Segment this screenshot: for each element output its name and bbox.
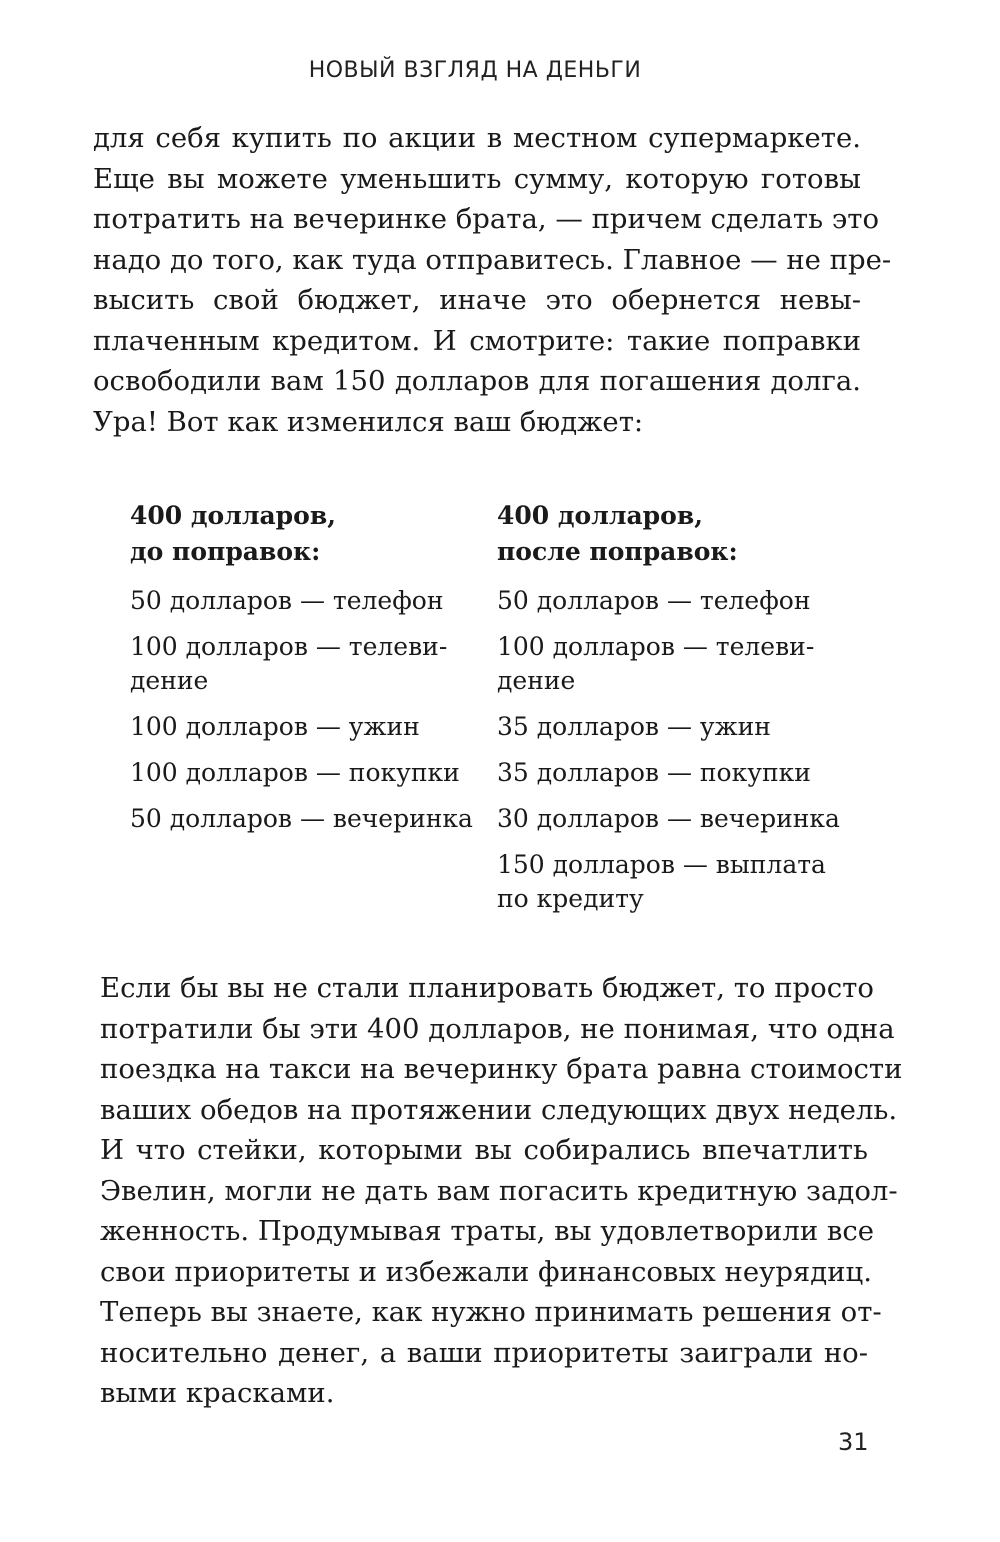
budget-item-text: 50 долларов — вечеринка: [130, 804, 473, 833]
budget-after-heading: [497, 498, 847, 570]
running-head: НОВЫЙ ВЗГЛЯД НА ДЕНЬГИ: [308, 58, 642, 83]
text-line: Если бы вы не стали планировать бюджет, то просто: [100, 972, 874, 1004]
budget-item-text: 150 долларов — выплата: [497, 850, 826, 879]
budget-after-column: [497, 498, 847, 928]
heading-line: 400 долларов,: [497, 501, 703, 530]
budget-item-text: по кредиту: [497, 884, 644, 913]
budget-item: [130, 756, 480, 790]
budget-item: [497, 756, 847, 790]
budget-item: [130, 584, 480, 618]
heading-line: после поправок:: [497, 537, 738, 566]
budget-item: [497, 848, 847, 916]
text-line: плаченным кредитом. И смотрите: такие поправки: [93, 324, 861, 357]
text-line: надо до того, как туда отправитесь. Главное — не пре-: [93, 243, 892, 276]
text-line: для себя купить по акции в местном супермаркете.: [93, 122, 861, 154]
budget-item-text: 30 долларов — вечеринка: [497, 804, 840, 833]
text-line: освободили вам 150 долларов для погашения долга.: [93, 365, 861, 397]
text-line: носительно денег, а ваши приоритеты заиграли но-: [100, 1336, 868, 1369]
budget-item: [497, 802, 847, 836]
text-line: Эвелин, могли не дать вам погасить кредитную задол-: [100, 1174, 898, 1207]
budget-item-text: 100 долларов — телеви-: [130, 632, 448, 661]
budget-item: [497, 630, 847, 698]
heading-line: до поправок:: [130, 537, 321, 566]
text-line: потратили бы эти 400 долларов, не понимая, что одна: [100, 1012, 895, 1045]
text-line: выми красками.: [100, 1377, 335, 1409]
text-line: ваших обедов на протяжении следующих двух недель.: [100, 1093, 898, 1126]
text-line: поездка на такси на вечеринку брата равна стоимости: [100, 1053, 903, 1085]
text-line: Еще вы можете уменьшить сумму, которую готовы: [93, 162, 861, 195]
text-line: женность. Продумывая траты, вы удовлетворили все: [100, 1215, 875, 1247]
paragraph-conclusion: [100, 968, 903, 1414]
budget-item: [497, 584, 847, 618]
budget-item-text: 35 долларов — ужин: [497, 712, 771, 741]
budget-item-text: 100 долларов — ужин: [130, 712, 420, 741]
budget-item: [130, 710, 480, 744]
budget-item-text: дение: [497, 666, 576, 695]
budget-before-column: [130, 498, 480, 848]
budget-item-text: 100 долларов — покупки: [130, 758, 460, 787]
budget-item-text: 35 долларов — покупки: [497, 758, 811, 787]
text-line: И что стейки, которыми вы собирались впечатлить: [100, 1134, 868, 1166]
paragraph-intro: [93, 118, 892, 442]
text-line: свои приоритеты и избежали финансовых неурядиц.: [100, 1255, 872, 1288]
budget-item: [130, 630, 480, 698]
text-line: Теперь вы знаете, как нужно принимать решения от-: [100, 1296, 882, 1328]
page-number: 31: [838, 1428, 869, 1456]
heading-line: 400 долларов,: [130, 501, 336, 530]
text-line: Ура! Вот как изменился ваш бюджет:: [93, 405, 644, 438]
budget-item-text: 50 долларов — телефон: [130, 586, 444, 615]
budget-item-text: 100 долларов — телеви-: [497, 632, 815, 661]
text-line: потратить на вечеринке брата, — причем сделать это: [93, 203, 880, 235]
text-line: высить свой бюджет, иначе это обернется невы-: [93, 284, 861, 316]
budget-item: [497, 710, 847, 744]
budget-item-text: дение: [130, 666, 209, 695]
budget-item-text: 50 долларов — телефон: [497, 586, 811, 615]
budget-item: [130, 802, 480, 836]
budget-before-heading: [130, 498, 480, 570]
